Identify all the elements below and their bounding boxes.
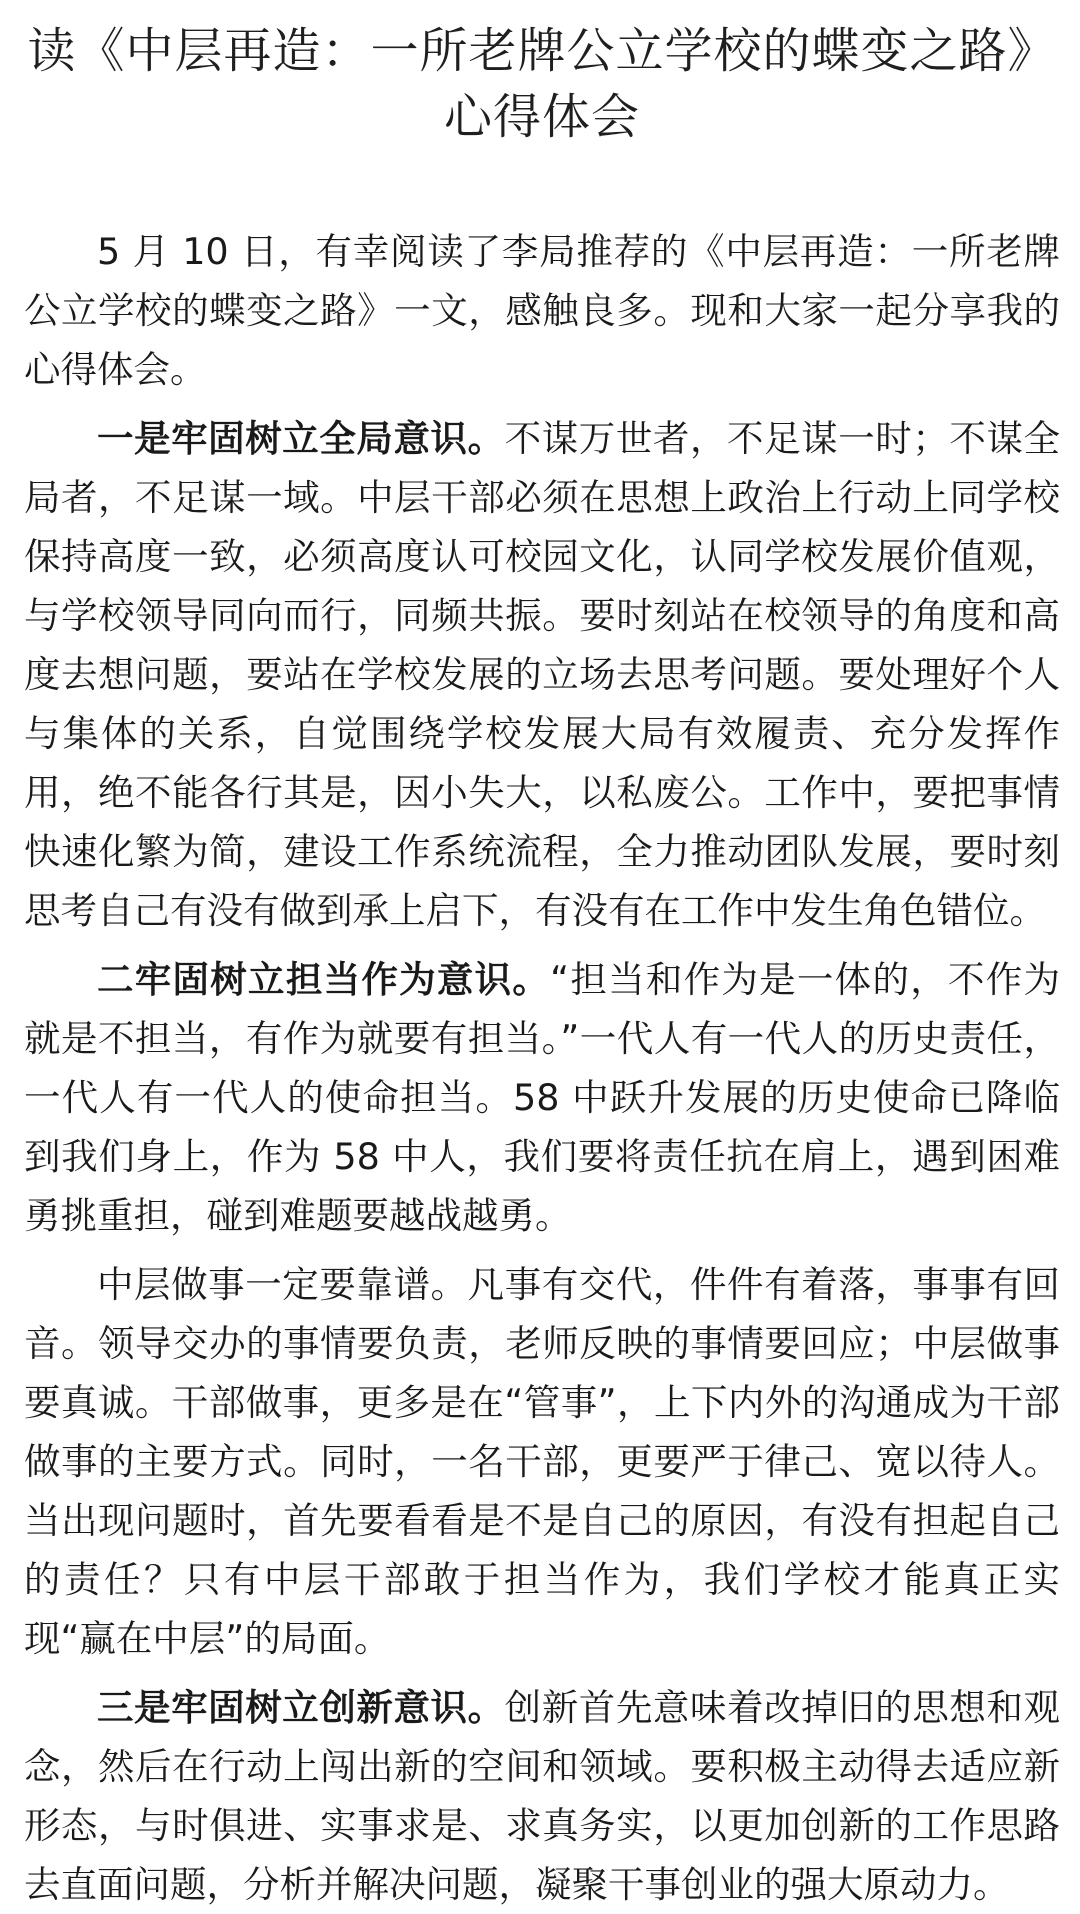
paragraph-text: 创新首先意味着改掉旧的思想和观念，然后在行动上闯出新的空间和领域。要积极主动得去适应新形态，与时俱进、实事求是、求真务实，以更加创新的工作思路去直面问题，分析并解决问题，凝聚干事创业的强大原动力。 [24, 1686, 1061, 1906]
title-line-1: 读《中层再造：一所老牌公立学校的蝶变之路》 [27, 23, 1057, 79]
paragraph-lead: 二牢固树立担当作为意识。 [97, 958, 551, 1001]
document-title [24, 18, 1060, 150]
paragraph-text: 中层做事一定要靠谱。凡事有交代，件件有着落，事事有回音。领导交办的事情要负责，老师反映的事情要回应；中层做事要真诚。干部做事，更多是在“管事”，上下内外的沟通成为干部做事的主要方式。同时，一名干部，更要严于律己、宽以待人。当出现问题时，首先要看看是不是自己的原因，有没有担起自己的责任？只有中层干部敢于担当作为，我们学校才能真正实现“赢在中层”的局面。 [24, 1263, 1060, 1660]
paragraph-point-3 [24, 1678, 1060, 1914]
paragraph-point-2 [24, 950, 1060, 1245]
title-line-2: 心得体会 [443, 89, 640, 145]
paragraph-text: 不谋万世者，不足谋一时；不谋全局者，不足谋一域。中层干部必须在思想上政治上行动上同学校保持高度一致，必须高度认可校园文化，认同学校发展价值观，与学校领导同向而行，同频共振。要时刻站在校领导的角度和高度去想问题，要站在学校发展的立场去思考问题。要处理好个人与集体的关系，自觉围绕学校发展大局有效履责、充分发挥作用，绝不能各行其是，因小失大，以私废公。工作中，要把事情快速化繁为简，建设工作系统流程，全力推动团队发展，要时刻思考自己有没有做到承上启下，有没有在工作中发生角色错位。 [24, 417, 1061, 932]
paragraph-intro [24, 222, 1060, 399]
paragraph-lead: 三是牢固树立创新意识。 [97, 1686, 505, 1729]
paragraph-text: 5 月 10 日，有幸阅读了李局推荐的《中层再造：一所老牌公立学校的蝶变之路》一文，感触良多。现和大家一起分享我的心得体会。 [24, 230, 1060, 391]
paragraph-text: “担当和作为是一体的，不作为就是不担当，有作为就要有担当。”一代人有一代人的历史责任，一代人有一代人的使命担当。58 中跃升发展的历史使命已降临到我们身上，作为 58 中人，我们要将责任抗在肩上，遇到困难勇挑重担，碰到难题要越战越勇。 [24, 958, 1061, 1237]
paragraph-point-2-continued [24, 1255, 1060, 1668]
paragraph-point-1 [24, 409, 1060, 940]
paragraph-lead: 一是牢固树立全局意识。 [97, 417, 505, 460]
